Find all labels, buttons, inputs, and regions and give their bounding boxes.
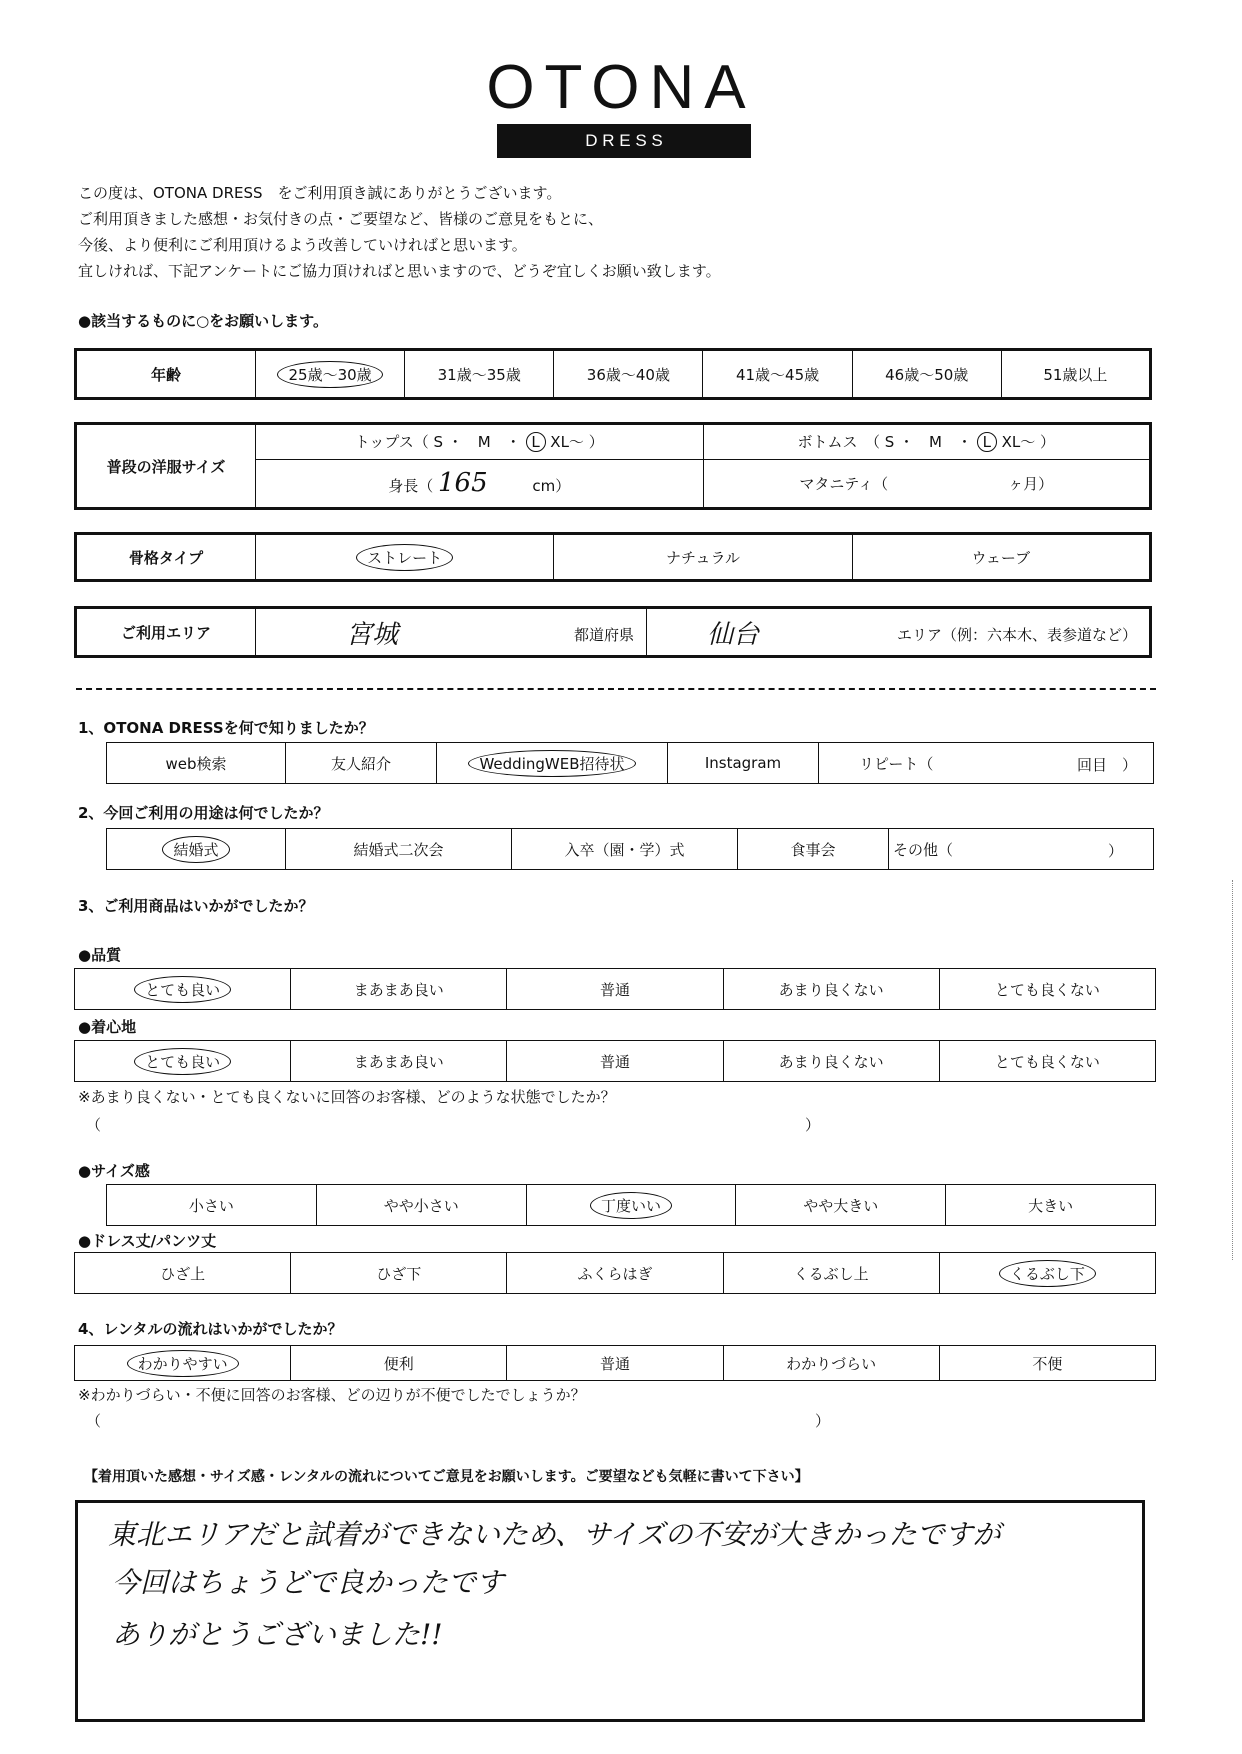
- q1-option-label: WeddingWEB招待状: [468, 750, 635, 777]
- prefecture-label: 都道府県: [573, 626, 634, 644]
- q4-note: ※わかりづらい・不便に回答のお客様、どの辺りが不便でしたでしょうか？: [78, 1386, 586, 1404]
- q4-paren-close: ）: [815, 1412, 831, 1430]
- age-option[interactable]: 46歳～50歳: [852, 350, 1001, 399]
- tops-suffix: XL～ ）: [550, 433, 604, 452]
- length-option[interactable]: ふくらはぎ: [507, 1253, 723, 1294]
- size-table: [74, 422, 1152, 510]
- maternity-label: マタニティ（: [799, 474, 889, 493]
- fit-option[interactable]: やや小さい: [316, 1185, 526, 1226]
- q4-option[interactable]: 便利: [291, 1346, 507, 1381]
- quality-option-label: とても良い: [134, 976, 231, 1003]
- fit-option[interactable]: [526, 1185, 736, 1226]
- q4-option[interactable]: わかりづらい: [723, 1346, 939, 1381]
- q1-title: 1、OTONA DRESSを何で知りましたか？: [78, 719, 374, 737]
- fit-option[interactable]: やや大きい: [736, 1185, 946, 1226]
- intro-line: この度は、OTONA DRESS をご利用頂き誠にありがとうございます。: [78, 184, 562, 202]
- body-type-option-label: ストレート: [356, 544, 453, 571]
- fit-option[interactable]: 大きい: [946, 1185, 1156, 1226]
- q1-option[interactable]: 友人紹介: [286, 743, 437, 784]
- q1-repeat[interactable]: [819, 743, 1154, 784]
- section-intro: ●該当するものに○をお願いします。: [78, 312, 328, 330]
- area-example-label: エリア（例：六本木、表参道など）: [896, 626, 1137, 644]
- intro-line: ご利用頂きました感想・お気付きの点・ご要望など、皆様のご意見をもとに、: [78, 210, 604, 228]
- q4-option-label: わかりやすい: [127, 1350, 239, 1377]
- comments-title: 【着用頂いた感想・サイズ感・レンタルの流れについてご意見をお願いします。ご要望なども気軽に書いて下さい】: [84, 1469, 809, 1485]
- quality-option[interactable]: [75, 969, 291, 1010]
- height-value: 165: [438, 468, 488, 499]
- q2-option[interactable]: 食事会: [738, 829, 889, 870]
- q2-option[interactable]: [107, 829, 286, 870]
- comfort-paren-open: （: [86, 1116, 102, 1134]
- size-label: 普段の洋服サイズ: [76, 424, 256, 509]
- quality-label: ●品質: [78, 946, 122, 964]
- q4-option[interactable]: 不便: [939, 1346, 1155, 1381]
- tops-prefix: トップス（ S ・ M ・: [354, 433, 521, 452]
- q4-option[interactable]: 普通: [507, 1346, 723, 1381]
- q4-paren-open: （: [86, 1412, 102, 1430]
- area-label: ご利用エリア: [76, 608, 256, 657]
- fit-option[interactable]: 小さい: [107, 1185, 317, 1226]
- fit-label: ●サイズ感: [78, 1162, 150, 1180]
- intro-line: 今後、より便利にご利用頂けるよう改善していければと思います。: [78, 236, 527, 254]
- comfort-option[interactable]: とても良くない: [939, 1041, 1155, 1082]
- brand-logo: OTONA: [486, 53, 756, 122]
- brand-sub-logo: [497, 124, 751, 158]
- q1-option[interactable]: [437, 743, 668, 784]
- age-option[interactable]: 36歳～40歳: [554, 350, 703, 399]
- bottoms-selected: L: [977, 432, 997, 452]
- bottoms-size[interactable]: [703, 424, 1151, 460]
- comfort-option[interactable]: まあまあ良い: [291, 1041, 507, 1082]
- q1-table: [106, 742, 1154, 784]
- comfort-table: [74, 1040, 1156, 1082]
- comfort-option[interactable]: 普通: [507, 1041, 723, 1082]
- comfort-label: ●着心地: [78, 1018, 137, 1036]
- length-option[interactable]: ひざ上: [75, 1253, 291, 1294]
- body-type-option[interactable]: ウェーブ: [852, 534, 1150, 581]
- area-value: 仙台: [707, 619, 760, 650]
- body-type-option[interactable]: [256, 534, 554, 581]
- q2-other-label: その他（: [893, 840, 954, 859]
- comfort-paren-close: ）: [805, 1116, 821, 1134]
- length-option[interactable]: ひざ下: [291, 1253, 507, 1294]
- q2-other[interactable]: [889, 829, 1154, 870]
- quality-option[interactable]: まあまあ良い: [291, 969, 507, 1010]
- fit-option-label: 丁度いい: [590, 1192, 672, 1219]
- intro-line: 宜しければ、下記アンケートにご協力頂ければと思いますので、どうぞ宜しくお願い致します。: [78, 262, 721, 280]
- q3-title: 3、ご利用商品はいかがでしたか？: [78, 897, 314, 915]
- comment-line: 今回はちょうどで良かったです: [112, 1566, 505, 1599]
- area-field[interactable]: [647, 608, 1151, 657]
- q2-option[interactable]: 結婚式二次会: [286, 829, 512, 870]
- length-option-label: くるぶし下: [999, 1260, 1096, 1287]
- q2-option[interactable]: 入卒（園・学）式: [512, 829, 738, 870]
- q2-other-close: ）: [1107, 842, 1123, 860]
- body-type-option[interactable]: ナチュラル: [554, 534, 852, 581]
- divider: [76, 688, 1156, 690]
- age-label: 年齢: [76, 350, 256, 399]
- maternity-field[interactable]: [703, 459, 1151, 508]
- height-unit: cm）: [532, 477, 571, 496]
- quality-option[interactable]: あまり良くない: [723, 969, 939, 1010]
- prefecture-field[interactable]: [256, 608, 647, 657]
- q1-repeat-count: 回目 ）: [1076, 756, 1137, 774]
- quality-option[interactable]: 普通: [507, 969, 723, 1010]
- age-option[interactable]: 41歳～45歳: [703, 350, 852, 399]
- comfort-option[interactable]: [75, 1041, 291, 1082]
- age-option[interactable]: 31歳～35歳: [405, 350, 554, 399]
- age-option[interactable]: [256, 350, 405, 399]
- q4-table: [74, 1345, 1156, 1381]
- length-option[interactable]: くるぶし上: [723, 1253, 939, 1294]
- prefecture-value: 宮城: [346, 619, 399, 650]
- comfort-note: ※あまり良くない・とても良くないに回答のお客様、どのような状態でしたか？: [78, 1088, 616, 1106]
- length-option[interactable]: [939, 1253, 1155, 1294]
- brand-sub-text: D R E S S: [585, 131, 663, 150]
- q2-title: 2、今回ご利用の用途は何でしたか？: [78, 804, 329, 822]
- quality-option[interactable]: とても良くない: [939, 969, 1155, 1010]
- fit-table: [106, 1184, 1156, 1226]
- q2-table: [106, 828, 1154, 870]
- comment-line: 東北エリアだと試着ができないため、サイズの不安が大きかったですが: [108, 1518, 1001, 1551]
- age-option-label: 25歳～30歳: [277, 361, 382, 388]
- scan-edge-mark: [1232, 880, 1234, 1260]
- area-table: [74, 606, 1152, 658]
- q1-option[interactable]: web検索: [107, 743, 286, 784]
- age-table: [74, 348, 1152, 400]
- intro-text: [78, 180, 721, 284]
- q4-title: 4、レンタルの流れはいかがでしたか？: [78, 1320, 343, 1338]
- bottoms-prefix: ボトムス （ S ・ M ・: [797, 433, 973, 452]
- tops-size[interactable]: [256, 424, 704, 460]
- comfort-option[interactable]: あまり良くない: [723, 1041, 939, 1082]
- height-label: 身長（: [388, 477, 434, 496]
- length-label: ●ドレス丈/パンツ丈: [78, 1232, 217, 1250]
- length-table: [74, 1252, 1156, 1294]
- height-field[interactable]: [256, 459, 704, 508]
- comfort-option-label: とても良い: [134, 1048, 231, 1075]
- tops-selected: L: [526, 432, 546, 452]
- maternity-unit: ヶ月）: [1008, 474, 1054, 493]
- quality-table: [74, 968, 1156, 1010]
- q4-option[interactable]: [75, 1346, 291, 1381]
- body-type-table: [74, 532, 1152, 582]
- comment-line: ありがとうございました!!: [112, 1618, 443, 1651]
- bottoms-suffix: XL～ ）: [1001, 433, 1055, 452]
- q2-option-label: 結婚式: [162, 836, 229, 863]
- q1-repeat-label: リピート（: [859, 754, 934, 773]
- q1-option[interactable]: Instagram: [668, 743, 819, 784]
- comments-box[interactable]: [75, 1500, 1145, 1722]
- body-type-label: 骨格タイプ: [76, 534, 256, 581]
- age-option[interactable]: 51歳以上: [1001, 350, 1150, 399]
